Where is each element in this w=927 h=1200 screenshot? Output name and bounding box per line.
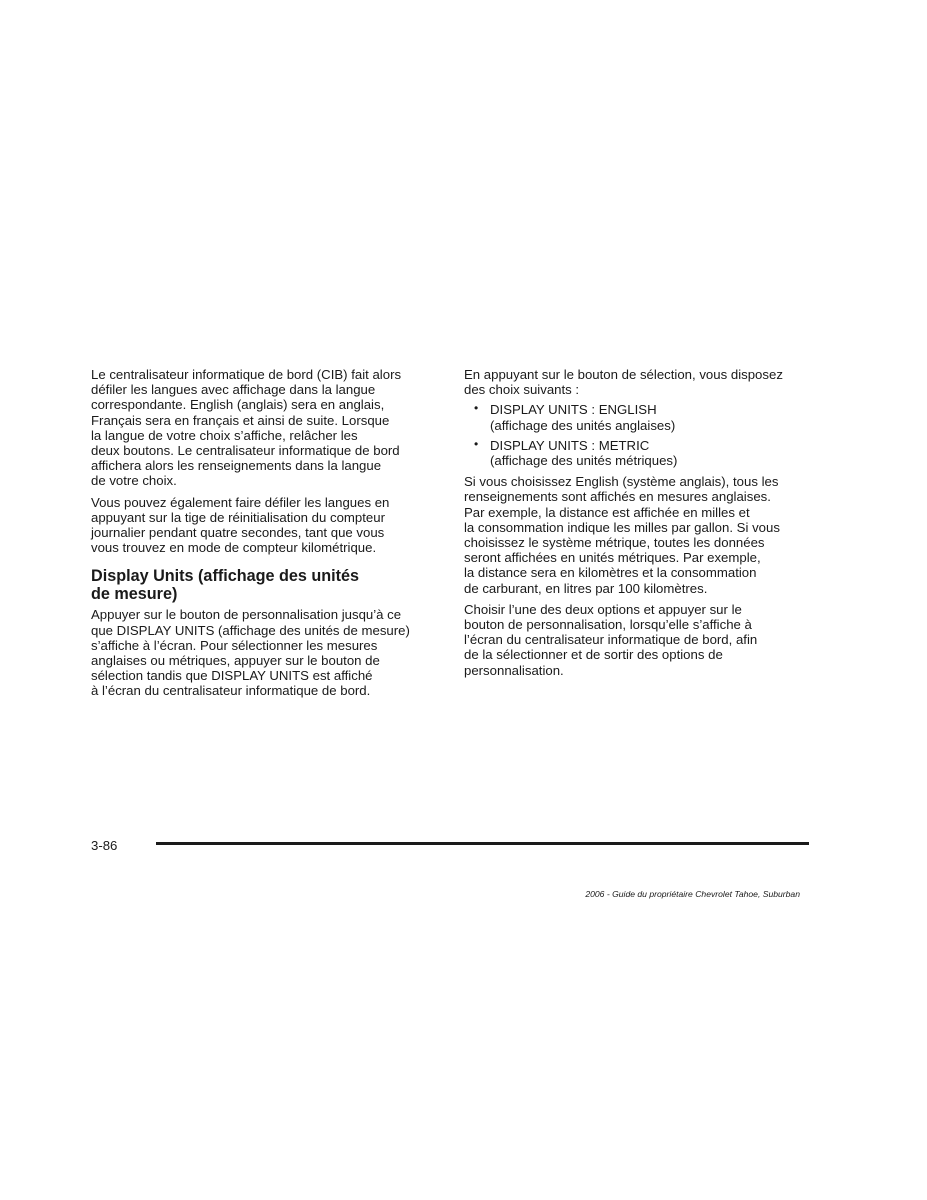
text-line: sélection tandis que DISPLAY UNITS est affiché <box>91 668 373 684</box>
paragraph-display-units-instructions <box>91 607 441 698</box>
paragraph-english-metric <box>464 474 814 596</box>
text-line: Si vous choisissez English (système anglais), tous les <box>464 474 779 490</box>
text-line: Vous pouvez également faire défiler les langues en <box>91 494 390 510</box>
left-column <box>91 367 441 705</box>
text-line: En appuyant sur le bouton de sélection, vous disposez <box>464 367 783 382</box>
bullet-icon: • <box>474 401 479 416</box>
text-line: des choix suivants : <box>464 382 580 398</box>
text-line: de carburant, en litres par 100 kilomètres. <box>464 580 708 596</box>
text-line: la consommation indique les milles par gallon. Si vous <box>464 519 780 535</box>
text-line: deux boutons. Le centralisateur informatique de bord <box>91 443 400 459</box>
section-heading-display-units <box>91 567 441 603</box>
text-line: de la sélectionner et de sortir des options de <box>464 647 723 663</box>
list-item <box>464 402 814 432</box>
bullet-icon: • <box>474 436 479 451</box>
page-number: 3-86 <box>91 838 118 853</box>
text-line: DISPLAY UNITS : METRIC <box>490 437 650 453</box>
text-line: Français sera en français et ainsi de suite. Lorsque <box>91 412 390 428</box>
text-line: Choisir l’une des deux options et appuyer sur le <box>464 601 742 617</box>
choices-list <box>464 402 814 468</box>
text-line: journalier pendant quatre secondes, tant que vous <box>91 525 385 541</box>
text-line: bouton de personnalisation, lorsqu’elle s’affiche à <box>464 617 752 633</box>
paragraph-cib-languages <box>91 367 441 489</box>
text-line: que DISPLAY UNITS (affichage des unités de mesure) <box>91 622 410 638</box>
text-line: la langue de votre choix s’affiche, relâcher les <box>91 427 358 443</box>
text-line: s’affiche à l’écran. Pour sélectionner les mesures <box>91 637 378 653</box>
text-line: (affichage des unités anglaises) <box>490 417 676 433</box>
text-line: (affichage des unités métriques) <box>490 453 678 469</box>
page-divider-rule <box>156 842 809 845</box>
heading-line: Display Units (affichage des unités <box>91 567 360 586</box>
text-line: personnalisation. <box>464 662 564 678</box>
text-line: correspondante. English (anglais) sera en anglais, <box>91 397 385 413</box>
text-line: à l’écran du centralisateur informatique de bord. <box>91 683 371 699</box>
text-line: seront affichées en unités métriques. Par exemple, <box>464 550 761 566</box>
text-line: défiler les langues avec affichage dans la langue <box>91 382 376 398</box>
text-line: Par exemple, la distance est affichée en milles et <box>464 504 750 520</box>
text-line: appuyant sur la tige de réinitialisation du compteur <box>91 509 385 525</box>
right-column <box>464 367 814 684</box>
text-line: choisissez le système métrique, toutes les données <box>464 535 765 551</box>
text-line: Le centralisateur informatique de bord (CIB) fait alors <box>91 367 402 382</box>
footer-text: 2006 - Guide du propriétaire Chevrolet Tahoe, Suburban <box>585 889 800 899</box>
text-line: vous trouvez en mode de compteur kilométrique. <box>91 540 377 556</box>
text-line: de votre choix. <box>91 473 177 489</box>
text-line: l’écran du centralisateur informatique de bord, afin <box>464 632 758 648</box>
text-line: affichera alors les renseignements dans la langue <box>91 458 382 474</box>
text-line: Appuyer sur le bouton de personnalisation jusqu’à ce <box>91 607 402 623</box>
heading-line: de mesure) <box>91 585 178 604</box>
text-line: DISPLAY UNITS : ENGLISH <box>490 402 657 418</box>
list-item <box>464 438 814 468</box>
text-line: anglaises ou métriques, appuyer sur le bouton de <box>91 653 380 669</box>
paragraph-scroll-languages <box>91 495 441 556</box>
paragraph-choose-option <box>464 602 814 678</box>
text-line: la distance sera en kilomètres et la consommation <box>464 565 757 581</box>
text-line: renseignements sont affichés en mesures anglaises. <box>464 489 771 505</box>
paragraph-choices-intro <box>464 367 814 397</box>
